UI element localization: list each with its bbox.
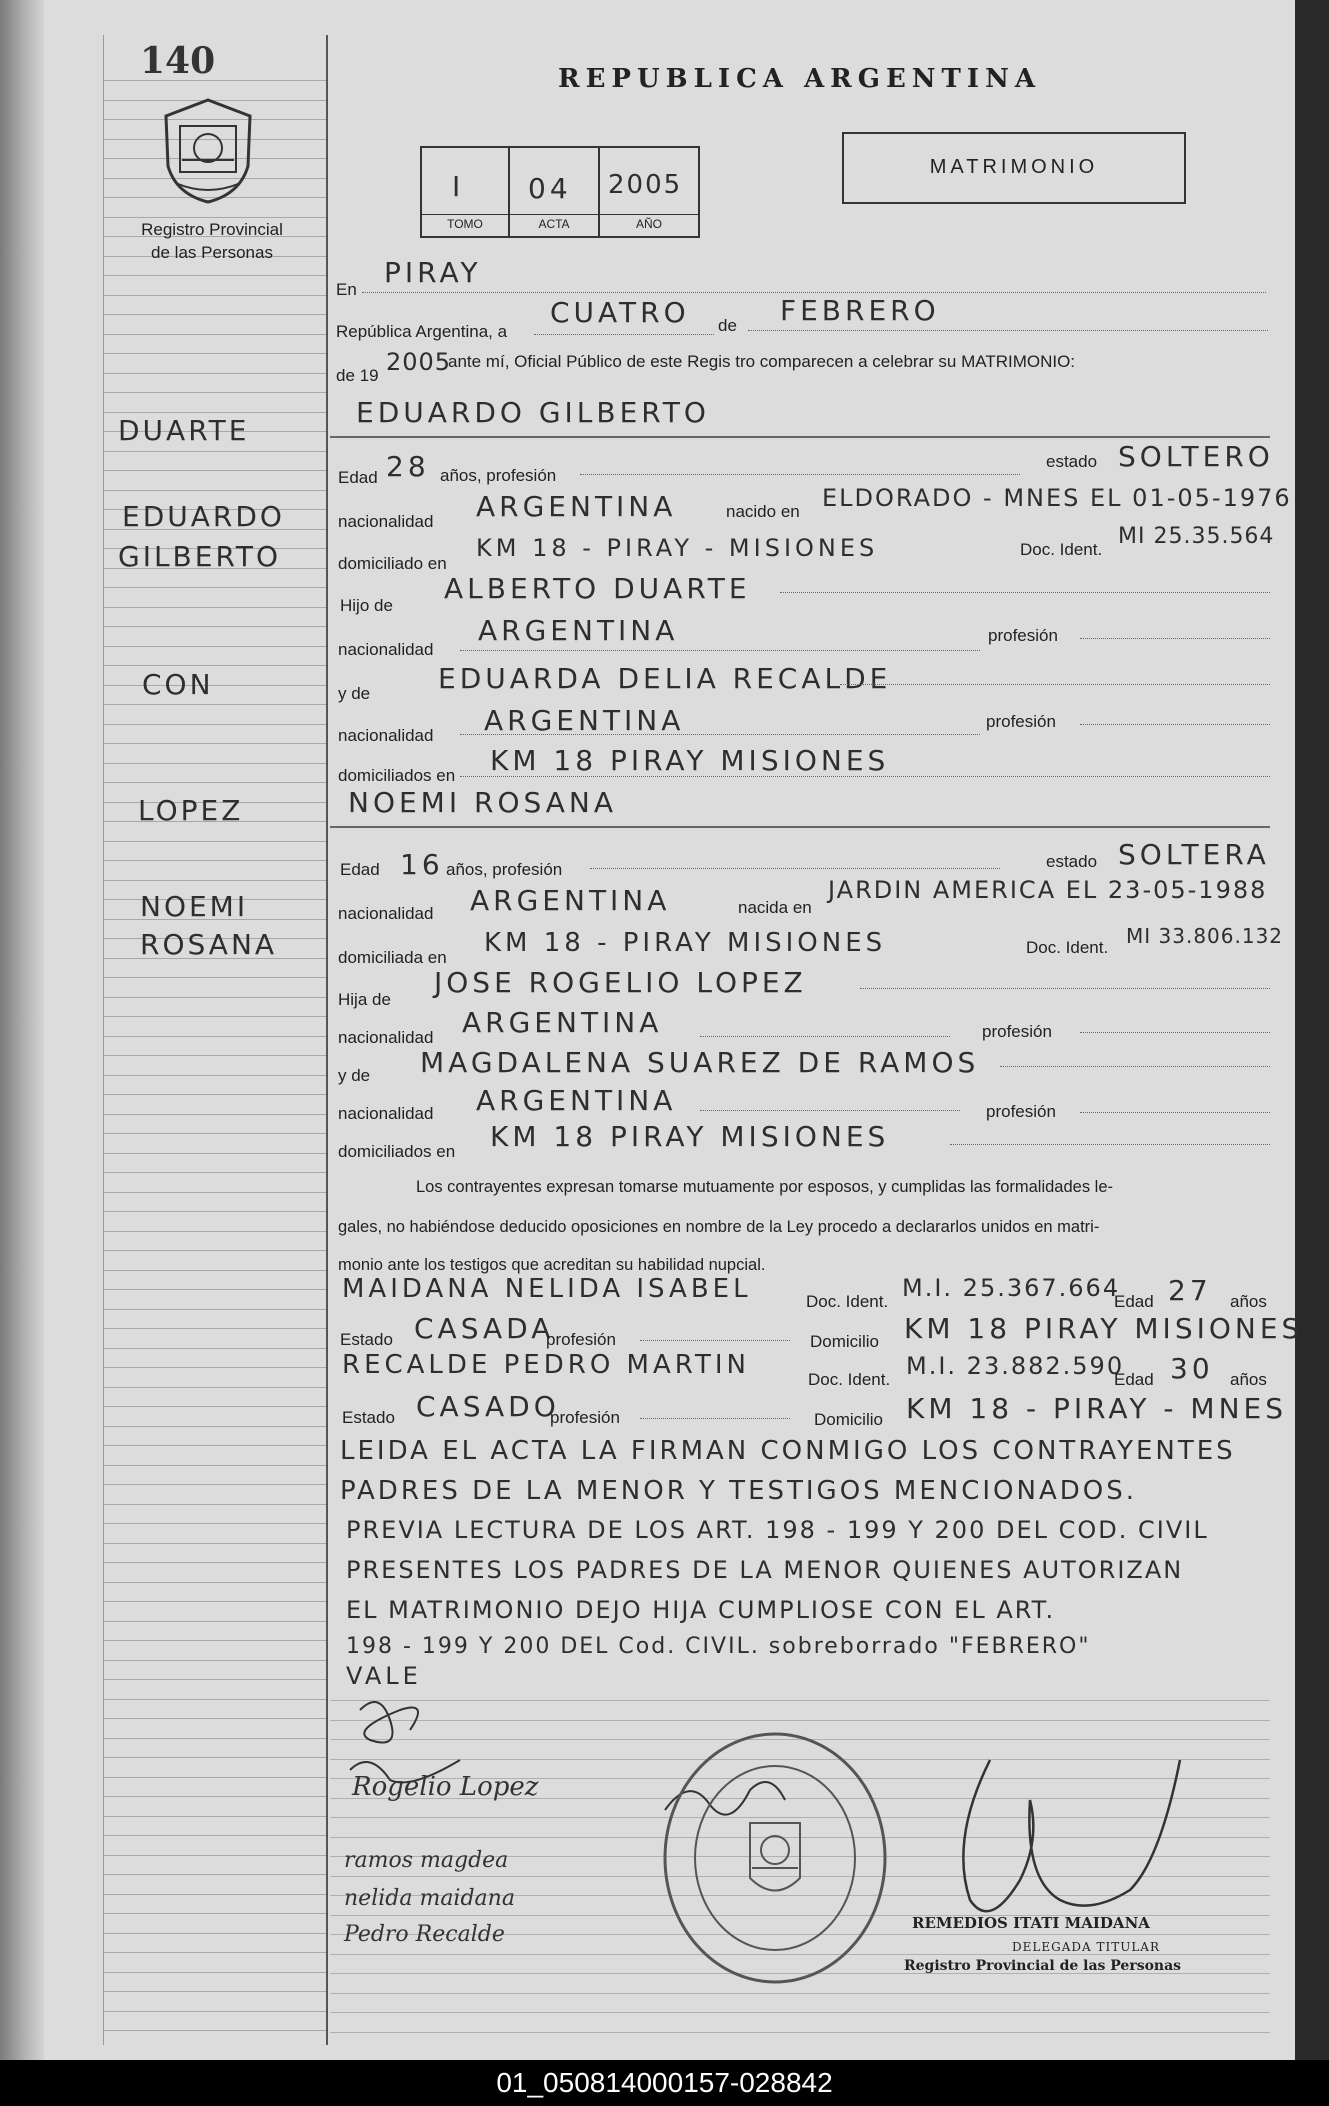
- page-edge: [1295, 0, 1329, 2060]
- registry-name-line2: de las Personas: [151, 243, 273, 262]
- tomo-acta-box: [420, 146, 700, 238]
- margin-rule-line: [104, 1582, 326, 1583]
- margin-given-2a: NOEMI: [140, 890, 249, 923]
- margin-rule-line: [104, 1114, 326, 1115]
- margin-rule-line: [104, 1601, 326, 1602]
- groom-mother: EDUARDA DELIA RECALDE: [438, 662, 892, 695]
- margin-rule-line: [104, 1543, 326, 1544]
- margin-rule-line: [104, 1972, 326, 1973]
- margin-rule-line: [104, 1660, 326, 1661]
- bride-mother-prof-label: profesión: [986, 1102, 1056, 1121]
- margin-rule-line: [104, 860, 326, 861]
- groom-father-nat: ARGENTINA: [478, 614, 679, 647]
- scan-code: 01_050814000157-028842: [496, 2067, 833, 2098]
- country-heading: REPUBLICA ARGENTINA: [558, 64, 1042, 94]
- year-value: 2005: [386, 348, 452, 376]
- groom-father-nat-label: nacionalidad: [338, 640, 434, 659]
- groom-domic-label: domiciliado en: [338, 554, 447, 573]
- official-office: Registro Provincial de las Personas: [904, 1958, 1182, 1974]
- bride-doc: MI 33.806.132: [1126, 924, 1284, 948]
- margin-rule-line: [104, 392, 326, 393]
- margin-surname-1: DUARTE: [118, 414, 250, 447]
- declaration-line1: Los contrayentes expresan tomarse mutuamente por esposos, y cumplidas las formalidades le-: [416, 1178, 1114, 1196]
- bride-parents-address: KM 18 PIRAY MISIONES: [490, 1120, 890, 1153]
- margin-rule-line: [104, 1855, 326, 1856]
- witness2-anos-label: años: [1230, 1370, 1267, 1389]
- witness1-prof-label: profesión: [546, 1330, 616, 1349]
- margin-rule-line: [104, 841, 326, 842]
- groom-mother-nat: ARGENTINA: [484, 704, 685, 737]
- folio-number: 140: [140, 40, 216, 82]
- groom-anos-prof-label: años, profesión: [440, 466, 557, 485]
- official-name: REMEDIOS ITATI MAIDANA: [912, 1914, 1150, 1932]
- groom-age: 28: [386, 450, 430, 483]
- margin-rule-line: [104, 646, 326, 647]
- ano-value: 2005: [608, 170, 683, 200]
- margin-rule-line: [104, 1796, 326, 1797]
- margin-rule-line: [104, 1816, 326, 1817]
- groom-estado-label: estado: [1046, 452, 1098, 471]
- margin-rule-line: [104, 1055, 326, 1056]
- bride-mother-nat-label: nacionalidad: [338, 1104, 434, 1123]
- groom-edad-label: Edad: [338, 468, 378, 487]
- en-label: En: [336, 280, 357, 299]
- margin-rule-line: [104, 763, 326, 764]
- margin-rule-line: [104, 607, 326, 608]
- bride-father-nat: ARGENTINA: [462, 1006, 663, 1039]
- republica-label: República Argentina, a: [336, 322, 508, 341]
- groom-mother-prof-label: profesión: [986, 712, 1056, 731]
- note-line-4: PRESENTES LOS PADRES DE LA MENOR QUIENES AUTORIZAN: [346, 1556, 1184, 1584]
- ano-label: AÑO: [635, 217, 662, 231]
- bride-yde-label: y de: [338, 1066, 371, 1085]
- witness2-doc-label: Doc. Ident.: [808, 1370, 891, 1389]
- witness2-prof-label: profesión: [550, 1408, 620, 1427]
- place-value: PIRAY: [384, 256, 482, 289]
- groom-parents-address: KM 18 PIRAY MISIONES: [490, 744, 890, 777]
- margin-rule-line: [104, 997, 326, 998]
- groom-mother-nat-label: nacionalidad: [338, 726, 434, 745]
- margin-rule-line: [104, 1036, 326, 1037]
- margin-rule-line: [104, 1991, 326, 1992]
- margin-rule-line: [104, 1484, 326, 1485]
- acta-value: 04: [528, 172, 572, 205]
- bride-mother: MAGDALENA SUAREZ DE RAMOS: [420, 1046, 980, 1079]
- signature-1: Rogelio Lopez: [352, 1772, 539, 1802]
- book-binding: [0, 0, 44, 2060]
- margin-rule-line: [104, 665, 326, 666]
- margin-rule-line: [104, 470, 326, 471]
- margin-rule-line: [104, 1309, 326, 1310]
- witness2-name: RECALDE PEDRO MARTIN: [342, 1350, 750, 1380]
- bride-doc-label: Doc. Ident.: [1026, 938, 1109, 957]
- margin-rule-line: [104, 2011, 326, 2012]
- margin-rule-line: [104, 724, 326, 725]
- margin-rule-line: [104, 1133, 326, 1134]
- margin-rule-line: [104, 977, 326, 978]
- groom-doc: MI 25.35.564: [1118, 524, 1275, 549]
- margin-rule-line: [104, 782, 326, 783]
- groom-parents-domic-label: domiciliados en: [338, 766, 456, 785]
- official-signature: [930, 1740, 1190, 1930]
- witness1-doc: M.I. 25.367.664: [902, 1274, 1121, 1302]
- margin-rule-line: [104, 1699, 326, 1700]
- body-rule-line: [330, 1993, 1270, 1994]
- margin-rule-line: [104, 1289, 326, 1290]
- margin-rule-line: [104, 1094, 326, 1095]
- signature-3: nelida maidana: [344, 1886, 515, 1911]
- margin-given-2b: ROSANA: [140, 928, 278, 961]
- day-value: CUATRO: [550, 296, 690, 329]
- bride-estado: SOLTERA: [1118, 838, 1270, 871]
- margin-rule-line: [104, 1835, 326, 1836]
- margin-rule-line: [104, 626, 326, 627]
- declaration-line2: gales, no habiéndose deducido oposiciones en nombre de la Ley procedo a declararlos unidos en matri-: [338, 1218, 1100, 1236]
- witness2-doc: M.I. 23.882.590: [906, 1352, 1125, 1380]
- note-line-1: LEIDA EL ACTA LA FIRMAN CONMIGO LOS CONTRAYENTES: [340, 1436, 1236, 1466]
- groom-born: ELDORADO - MNES EL 01-05-1976: [822, 484, 1292, 512]
- bride-father: JOSE ROGELIO LOPEZ: [434, 966, 807, 999]
- margin-surname-2: LOPEZ: [138, 794, 244, 827]
- note-line-2: PADRES DE LA MENOR Y TESTIGOS MENCIONADOS.: [340, 1476, 1138, 1506]
- margin-rule-line: [104, 1367, 326, 1368]
- margin-rule-line: [104, 1952, 326, 1953]
- record-type: MATRIMONIO: [929, 156, 1099, 178]
- bride-address: KM 18 - PIRAY MISIONES: [484, 928, 887, 958]
- margin-rule-line: [104, 295, 326, 296]
- witness2-age: 30: [1170, 1352, 1214, 1385]
- registry-name-line1: Registro Provincial: [141, 220, 283, 239]
- groom-nationality: ARGENTINA: [476, 490, 677, 523]
- margin-rule-line: [104, 1640, 326, 1641]
- intro-sentence: ante mí, Oficial Público de este Regis tro comparecen a celebrar su MATRIMONIO:: [448, 352, 1076, 371]
- groom-nacido-label: nacido en: [726, 502, 800, 521]
- groom-father: ALBERTO DUARTE: [444, 572, 751, 605]
- margin-rule-line: [104, 1016, 326, 1017]
- groom-hijo-label: Hijo de: [340, 596, 393, 615]
- margin-rule-line: [104, 880, 326, 881]
- declaration-line3: monio ante los testigos que acreditan su habilidad nupcial.: [338, 1256, 766, 1274]
- note-line-7: VALE: [346, 1662, 422, 1690]
- margin-con: CON: [142, 668, 214, 701]
- margin-rule-line: [104, 1933, 326, 1934]
- margin-rule: [103, 35, 104, 2045]
- bride-age: 16: [400, 848, 444, 881]
- groom-nac-label: nacionalidad: [338, 512, 434, 531]
- margin-rule-line: [104, 1172, 326, 1173]
- witness1-edad-label: Edad: [1114, 1292, 1154, 1311]
- witness2-domicilio: KM 18 - PIRAY - MNES: [906, 1392, 1287, 1425]
- margin-rule-line: [104, 314, 326, 315]
- groom-estado: SOLTERO: [1118, 440, 1274, 473]
- margin-rule-line: [104, 1211, 326, 1212]
- margin-rule-line: [104, 275, 326, 276]
- margin-rule-line: [104, 373, 326, 374]
- bride-name: NOEMI ROSANA: [348, 786, 618, 819]
- margin-rule-line: [104, 1757, 326, 1758]
- bride-domic-label: domiciliada en: [338, 948, 447, 967]
- groom-address: KM 18 - PIRAY - MISIONES: [476, 534, 879, 562]
- witness2-domic-label: Domicilio: [814, 1410, 883, 1429]
- margin-rule-line: [104, 1621, 326, 1622]
- witness2-edad-label: Edad: [1114, 1370, 1154, 1389]
- margin-rule-line: [104, 334, 326, 335]
- note-line-5: EL MATRIMONIO DEJO HIJA CUMPLIOSE CON EL ART.: [346, 1596, 1056, 1624]
- tomo-value: I: [452, 170, 465, 203]
- bride-mother-nat: ARGENTINA: [476, 1084, 677, 1117]
- scan-code-bar: [0, 2060, 1329, 2106]
- body-rule-line: [330, 2012, 1270, 2013]
- margin-rule-line: [104, 1348, 326, 1349]
- margin-rule-line: [104, 587, 326, 588]
- record-type-box: [842, 132, 1186, 204]
- month-value: FEBRERO: [780, 294, 940, 327]
- margin-rule-line: [104, 1504, 326, 1505]
- groom-name: EDUARDO GILBERTO: [356, 396, 710, 429]
- bride-edad-label: Edad: [340, 860, 380, 879]
- margin-rule-line: [104, 353, 326, 354]
- bride-parents-domic-label: domiciliados en: [338, 1142, 456, 1161]
- signature-2: ramos magdea: [344, 1848, 509, 1873]
- bride-father-nat-label: nacionalidad: [338, 1028, 434, 1047]
- margin-rule-line: [104, 743, 326, 744]
- groom-father-prof-label: profesión: [988, 626, 1058, 645]
- margin-rule-line: [104, 1192, 326, 1193]
- bride-estado-label: estado: [1046, 852, 1098, 871]
- margin-rule-line: [104, 1894, 326, 1895]
- tomo-label: TOMO: [447, 217, 483, 231]
- margin-rule-line: [104, 1406, 326, 1407]
- groom-doc-label: Doc. Ident.: [1020, 540, 1103, 559]
- bride-nacida-label: nacida en: [738, 898, 812, 917]
- provincial-registry-logo: [160, 96, 256, 206]
- margin-given-1a: EDUARDO: [122, 500, 285, 533]
- margin-rule-line: [104, 1913, 326, 1914]
- margin-rule-line: [104, 412, 326, 413]
- margin-divider: [326, 35, 328, 2045]
- witness1-name: MAIDANA NELIDA ISABEL: [342, 1274, 752, 1304]
- margin-rule-line: [104, 1738, 326, 1739]
- margin-rule-line: [104, 1445, 326, 1446]
- de-label: de: [718, 316, 737, 335]
- margin-rule-line: [104, 1718, 326, 1719]
- witness1-anos-label: años: [1230, 1292, 1267, 1311]
- margin-rule-line: [104, 1465, 326, 1466]
- margin-rule-line: [104, 490, 326, 491]
- witness2-estado-label: Estado: [342, 1408, 395, 1427]
- margin-rule-line: [104, 217, 326, 218]
- official-title: DELEGADA TITULAR: [1012, 1940, 1160, 1954]
- witness1-estado-label: Estado: [340, 1330, 393, 1349]
- year-prefix: de 19: [336, 366, 379, 385]
- margin-rule-line: [104, 1328, 326, 1329]
- margin-rule-line: [104, 1523, 326, 1524]
- margin-rule-line: [104, 1562, 326, 1563]
- bride-hija-label: Hija de: [338, 990, 391, 1009]
- margin-rule-line: [104, 1426, 326, 1427]
- witness1-domicilio: KM 18 PIRAY MISIONES: [904, 1312, 1304, 1345]
- margin-given-1b: GILBERTO: [118, 540, 282, 573]
- witness1-age: 27: [1168, 1274, 1212, 1307]
- acta-label: ACTA: [538, 217, 570, 231]
- margin-rule-line: [104, 1250, 326, 1251]
- margin-rule-line: [104, 2030, 326, 2031]
- margin-rule-line: [104, 1874, 326, 1875]
- bride-father-prof-label: profesión: [982, 1022, 1052, 1041]
- note-line-6: 198 - 199 Y 200 DEL Cod. CIVIL. sobreborrado "FEBRERO": [346, 1634, 1091, 1659]
- margin-rule-line: [104, 1387, 326, 1388]
- witness1-domic-label: Domicilio: [810, 1332, 879, 1351]
- bride-nationality: ARGENTINA: [470, 884, 671, 917]
- witness1-doc-label: Doc. Ident.: [806, 1292, 889, 1311]
- margin-rule-line: [104, 1679, 326, 1680]
- margin-rule-line: [104, 1075, 326, 1076]
- margin-rule-line: [104, 1153, 326, 1154]
- margin-rule-line: [104, 685, 326, 686]
- margin-rule-line: [104, 451, 326, 452]
- margin-rule-line: [104, 704, 326, 705]
- official-seal: [660, 1728, 890, 1988]
- margin-rule-line: [104, 1270, 326, 1271]
- signature-4: Pedro Recalde: [344, 1922, 505, 1947]
- bride-born: JARDIN AMERICA EL 23-05-1988: [828, 876, 1268, 904]
- witness2-estado: CASADO: [416, 1390, 560, 1423]
- body-rule-line: [330, 2032, 1270, 2033]
- margin-rule-line: [104, 1231, 326, 1232]
- bride-nac-label: nacionalidad: [338, 904, 434, 923]
- witness1-estado: CASADA: [414, 1312, 555, 1345]
- note-line-3: PREVIA LECTURA DE LOS ART. 198 - 199 Y 200 DEL COD. CIVIL: [346, 1516, 1209, 1544]
- groom-yde-label: y de: [338, 684, 371, 703]
- margin-rule-line: [104, 1777, 326, 1778]
- bride-anos-prof-label: años, profesión: [446, 860, 563, 879]
